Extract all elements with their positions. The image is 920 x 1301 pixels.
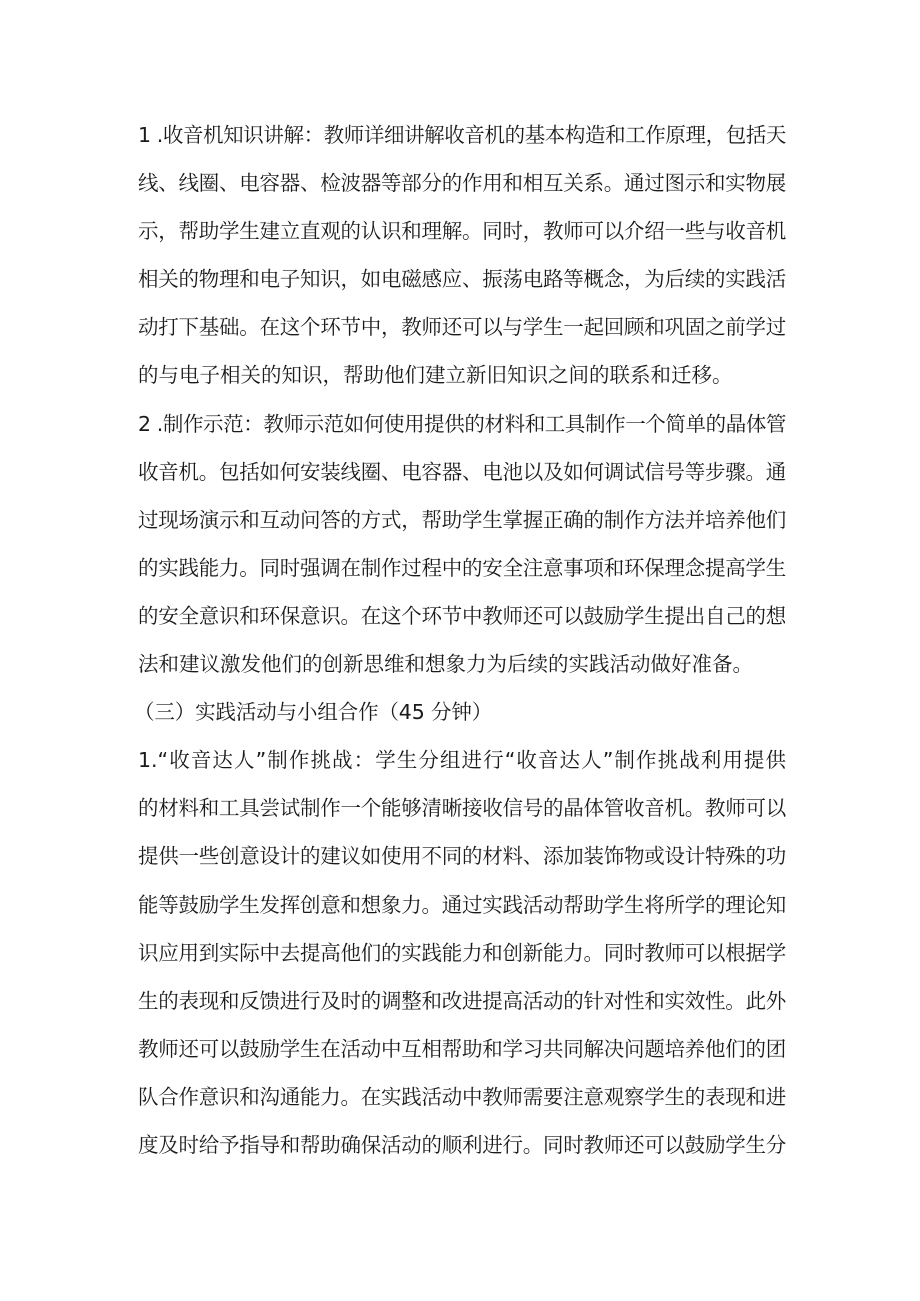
text-line: 法和建议激发他们的创新思维和想象力为后续的实践活动做好准备。 <box>138 652 753 677</box>
text-line: 示，帮助学生建立直观的认识和理解。同时，教师可以介绍一些与收音机 <box>138 219 786 244</box>
text-line: 度及时给予指导和帮助确保活动的顺利进行。同时教师还可以鼓励学生分 <box>138 1132 786 1157</box>
section-heading: （三）实践活动与小组合作（45 分钟） <box>134 700 493 725</box>
text-line: 2 .制作示范：教师示范如何使用提供的材料和工具制作一个简单的晶体管 <box>138 411 786 436</box>
text-line: 的与电子相关的知识，帮助他们建立新旧知识之间的联系和迁移。 <box>138 363 733 388</box>
text-line: 的实践能力。同时强调在制作过程中的安全注意事项和环保理念提高学生 <box>138 555 786 580</box>
text-line: 的安全意识和环保意识。在这个环节中教师还可以鼓励学生提出自己的想 <box>138 603 786 628</box>
text-line: 相关的物理和电子知识，如电磁感应、振荡电路等概念，为后续的实践活 <box>138 267 786 292</box>
text-line: 的材料和工具尝试制作一个能够清晰接收信号的晶体管收音机。教师可以 <box>138 796 786 821</box>
text-line: 提供一些创意设计的建议如使用不同的材料、添加装饰物或设计特殊的功 <box>138 844 786 869</box>
text-line: 线、线圈、电容器、检波器等部分的作用和相互关系。通过图示和实物展 <box>138 171 786 196</box>
text-line: 队合作意识和沟通能力。在实践活动中教师需要注意观察学生的表现和进 <box>138 1084 786 1109</box>
text-line: 过现场演示和互动问答的方式，帮助学生掌握正确的制作方法并培养他们 <box>138 507 786 532</box>
text-line: 识应用到实际中去提高他们的实践能力和创新能力。同时教师可以根据学 <box>138 940 786 965</box>
text-line: 教师还可以鼓励学生在活动中互相帮助和学习共同解决问题培养他们的团 <box>138 1036 786 1061</box>
text-line: 1.“收音达人”制作挑战：学生分组进行“收音达人”制作挑战利用提供 <box>138 748 786 773</box>
text-line: 收音机。包括如何安装线圈、电容器、电池以及如何调试信号等步骤。通 <box>138 459 786 484</box>
text-line: 能等鼓励学生发挥创意和想象力。通过实践活动帮助学生将所学的理论知 <box>138 892 786 917</box>
text-line: 动打下基础。在这个环节中，教师还可以与学生一起回顾和巩固之前学过 <box>138 315 786 340</box>
text-line: 1 .收音机知识讲解：教师详细讲解收音机的基本构造和工作原理，包括天 <box>138 123 786 147</box>
text-line: 生的表现和反馈进行及时的调整和改进提高活动的针对性和实效性。此外 <box>138 988 786 1013</box>
document-body <box>134 111 786 1169</box>
